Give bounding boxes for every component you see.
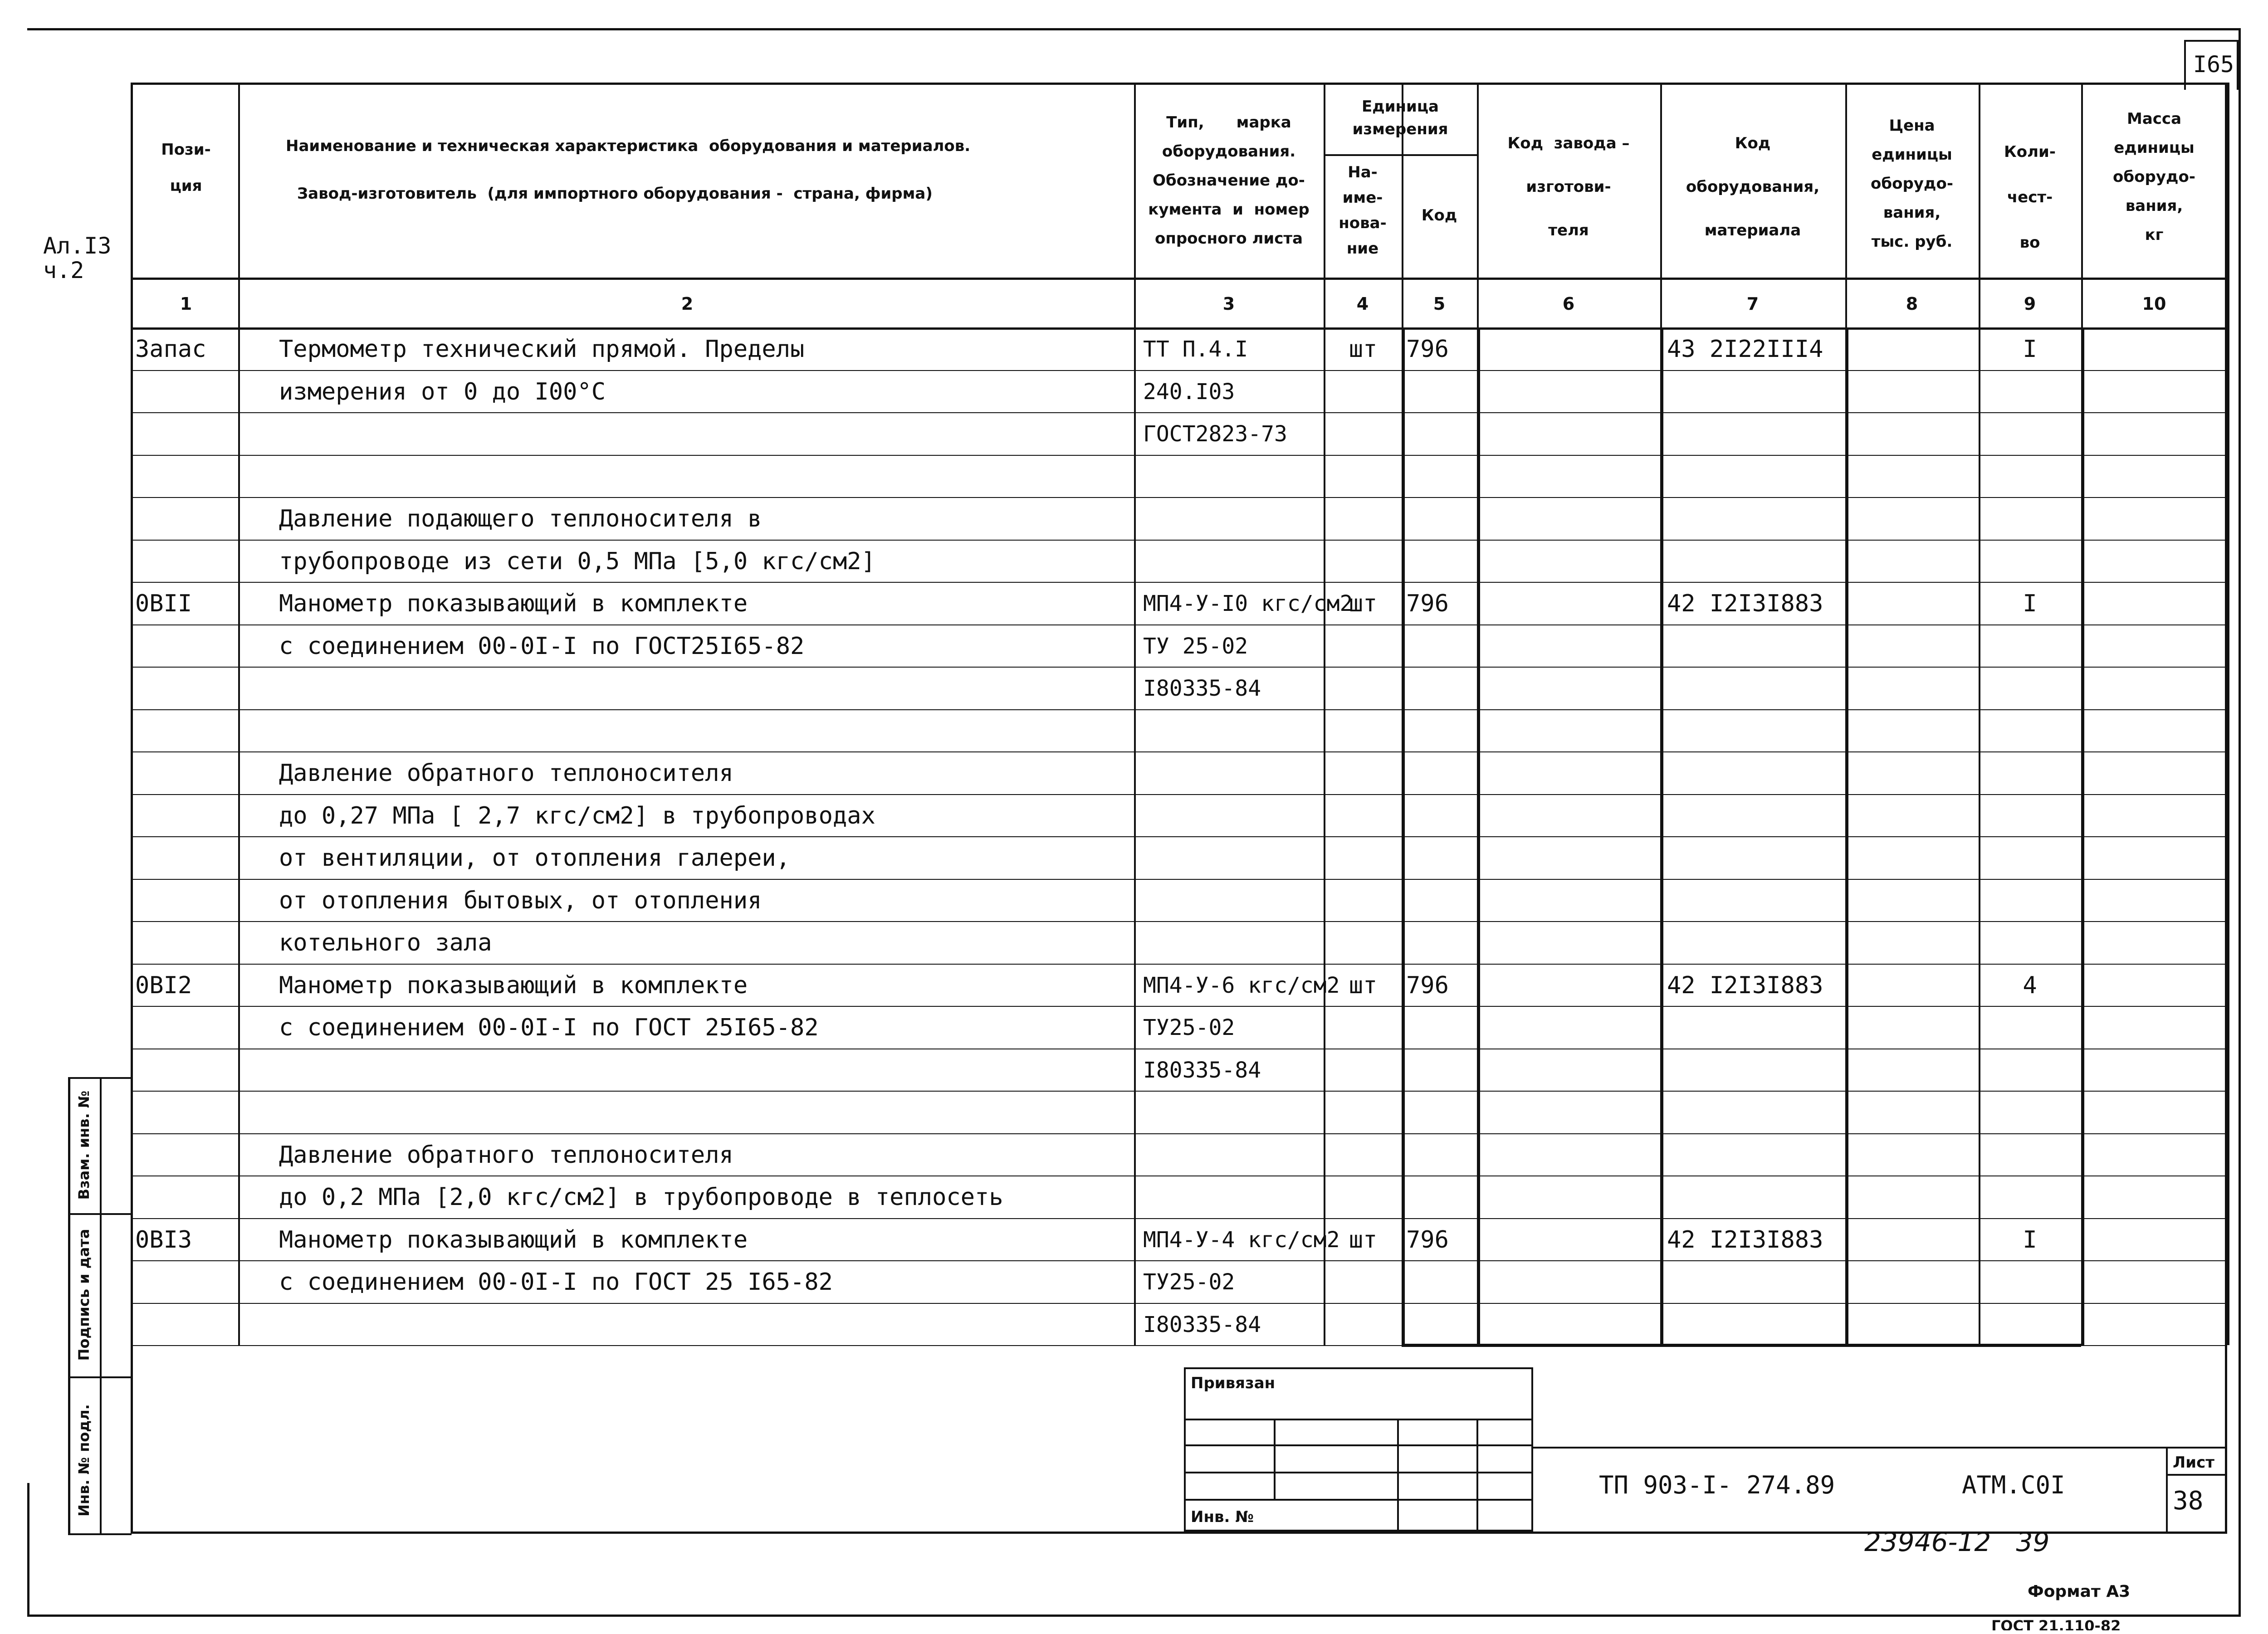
row-material-code: 42 I2I3I883 xyxy=(1667,590,1823,617)
row-unit-code: 796 xyxy=(1406,971,1449,999)
row-position: 0BI3 xyxy=(135,1226,192,1254)
colnum-3: 3 xyxy=(1222,294,1235,314)
row-divider xyxy=(131,412,2227,413)
row-quantity: 4 xyxy=(2023,971,2037,999)
stamp-label-signature-date: Подпись и дата xyxy=(75,1229,93,1361)
inv-no-label: Инв. № xyxy=(1191,1508,1254,1526)
row-name: до 0,2 МПа [2,0 кгс/см2] в трубопроводе в теплосеть xyxy=(279,1184,1003,1211)
header-quantity: Коли- чест- во xyxy=(2004,143,2056,252)
column-divider xyxy=(238,83,240,1345)
colnum-2: 2 xyxy=(681,294,694,314)
row-divider xyxy=(131,497,2227,498)
row-material-code: 43 2I22III4 xyxy=(1667,336,1823,363)
row-name: до 0,27 МПа [ 2,7 кгс/см2] в трубопроводах xyxy=(279,802,875,829)
row-type: 240.I03 xyxy=(1143,379,1235,405)
top-border-line xyxy=(27,28,2241,30)
row-unit-name: шт xyxy=(1349,336,1378,363)
row-divider xyxy=(131,794,2227,795)
colnum-7: 7 xyxy=(1746,294,1759,314)
stamp-label-vzam-inv: Взам. инв. № xyxy=(75,1090,93,1200)
row-name: Манометр показывающий в комплекте xyxy=(279,971,748,999)
column-divider xyxy=(1324,83,1325,1345)
row-type: ТТ П.4.I xyxy=(1143,337,1248,362)
row-divider xyxy=(131,1091,2227,1092)
left-border-line xyxy=(27,1483,29,1617)
colnum-10: 10 xyxy=(2142,294,2166,314)
colnum-5: 5 xyxy=(1433,294,1446,314)
row-type: ТУ25-02 xyxy=(1143,1269,1235,1295)
row-position: 0BII xyxy=(135,590,192,617)
row-divider xyxy=(131,1006,2227,1007)
row-divider xyxy=(131,751,2227,752)
row-type: МП4-У-4 кгс/см2 xyxy=(1143,1227,1340,1253)
row-unit-code: 796 xyxy=(1406,590,1449,617)
row-name: с соединением 00-0I-I по ГОСТ 25I65-82 xyxy=(279,1014,819,1041)
row-divider xyxy=(131,836,2227,837)
row-name: от вентиляции, от отопления галереи, xyxy=(279,844,791,872)
margin-label: Ал.I3 ч.2 xyxy=(43,233,112,283)
row-type: ГОСТ2823-73 xyxy=(1143,421,1287,447)
row-name: Манометр показывающий в комплекте xyxy=(279,1226,748,1254)
document-code: ТП 903-I- 274.89 xyxy=(1599,1471,1835,1499)
sheet-label: Лист xyxy=(2173,1454,2214,1472)
bold-divider xyxy=(1660,327,1663,1345)
row-name: Манометр показывающий в комплекте xyxy=(279,590,748,617)
header-name-line2: Завод-изготовитель (для импортного оборудования - страна, фирма) xyxy=(297,185,933,203)
column-divider xyxy=(2227,83,2229,1345)
row-name: трубопроводе из сети 0,5 МПа [5,0 кгс/см2] xyxy=(279,547,875,575)
column-number-bottom-line xyxy=(131,327,2227,330)
format-label: Формат А3 xyxy=(2028,1582,2131,1601)
header-price: Цена единицы оборудо- вания, тыс. руб. xyxy=(1871,117,1953,251)
row-type: I80335-84 xyxy=(1143,676,1261,701)
row-unit-code: 796 xyxy=(1406,1226,1449,1254)
colnum-6: 6 xyxy=(1562,294,1575,314)
header-equipment-code: Код оборудования, материала xyxy=(1686,134,1820,239)
row-divider xyxy=(131,1133,2227,1134)
row-unit-name: шт xyxy=(1349,1226,1378,1254)
header-position: Пози- ция xyxy=(161,141,211,195)
privyazan-label: Привязан xyxy=(1191,1374,1276,1392)
row-name: Давление обратного теплоносителя xyxy=(279,1141,733,1169)
row-divider xyxy=(131,370,2227,371)
sheet-number: 38 xyxy=(2173,1486,2204,1516)
title-block-top-line xyxy=(1533,1447,2227,1449)
row-divider xyxy=(131,582,2227,583)
gost-label: ГОСТ 21.110-82 xyxy=(1991,1617,2121,1630)
row-material-code: 42 I2I3I883 xyxy=(1667,971,1823,999)
header-unit-code: Код xyxy=(1421,206,1457,224)
row-quantity: I xyxy=(2023,1226,2037,1254)
row-type: I80335-84 xyxy=(1143,1057,1261,1083)
row-divider xyxy=(131,709,2227,710)
column-divider xyxy=(1134,83,1136,1345)
row-divider xyxy=(131,921,2227,922)
row-name: котельного зала xyxy=(279,929,492,956)
header-unit-name: На- име- нова- ние xyxy=(1339,163,1387,258)
header-mass: Масса единицы оборудо- вания, кг xyxy=(2113,110,2195,244)
side-stamp xyxy=(68,1077,132,1535)
colnum-9: 9 xyxy=(2024,294,2036,314)
bottom-border-line xyxy=(27,1614,2241,1617)
row-unit-name: шт xyxy=(1349,590,1378,617)
top-sheet-number: I65 xyxy=(2193,51,2234,78)
header-factory-code: Код завода – изготови- теля xyxy=(1507,134,1630,239)
bold-divider xyxy=(1477,327,1480,1345)
row-name: Давление обратного теплоносителя xyxy=(279,760,733,787)
header-bottom-line xyxy=(131,278,2227,280)
unit-header-divider xyxy=(1324,154,1477,156)
row-divider xyxy=(131,1260,2227,1261)
right-border-line xyxy=(2239,28,2241,1615)
row-name: Давление подающего теплоносителя в xyxy=(279,505,762,532)
row-name: от отопления бытовых, от отопления xyxy=(279,887,762,914)
row-type: ТУ 25-02 xyxy=(1143,633,1248,659)
row-unit-code: 796 xyxy=(1406,336,1449,363)
colnum-4: 4 xyxy=(1356,294,1369,314)
stamp-label-inv-podl: Инв. № подл. xyxy=(75,1404,93,1517)
row-divider xyxy=(131,667,2227,668)
row-divider xyxy=(131,964,2227,965)
row-divider xyxy=(131,455,2227,456)
row-name: с соединением 00-0I-I по ГОСТ 25 I65-82 xyxy=(279,1268,833,1296)
row-name: измерения от 0 до I00°С xyxy=(279,378,606,405)
header-type: Тип, марка оборудования. Обозначение до- кумента и номер опросного листа xyxy=(1148,113,1310,248)
row-divider xyxy=(131,624,2227,625)
column-divider xyxy=(131,83,133,1345)
colnum-8: 8 xyxy=(1906,294,1918,314)
colnum-1: 1 xyxy=(180,294,192,314)
row-quantity: I xyxy=(2023,590,2037,617)
bold-bottom-line xyxy=(1402,1344,2081,1347)
row-divider xyxy=(131,879,2227,880)
row-position: 0BI2 xyxy=(135,971,192,999)
handwritten-number: 23946-12 39 xyxy=(1864,1527,2050,1557)
bold-divider xyxy=(2081,327,2084,1345)
row-quantity: I xyxy=(2023,336,2037,363)
bold-divider xyxy=(1845,327,1848,1345)
header-name-line1: Наименование и техническая характеристика оборудования и материалов. xyxy=(286,137,971,155)
row-divider xyxy=(131,540,2227,541)
column-divider xyxy=(1979,83,1980,1345)
row-divider xyxy=(131,1303,2227,1304)
bold-divider xyxy=(1402,327,1405,1345)
row-type: ТУ25-02 xyxy=(1143,1015,1235,1040)
row-name: с соединением 00-0I-I по ГОСТ25I65-82 xyxy=(279,632,805,660)
row-material-code: 42 I2I3I883 xyxy=(1667,1226,1823,1254)
row-type: МП4-У-6 кгс/см2 xyxy=(1143,972,1340,998)
row-type: МП4-У-I0 кгс/см2 xyxy=(1143,591,1353,616)
row-unit-name: шт xyxy=(1349,971,1378,999)
row-type: I80335-84 xyxy=(1143,1312,1261,1337)
document-mark: АТМ.С0I xyxy=(1962,1471,2065,1499)
header-unit: Единица измерения xyxy=(1352,98,1448,138)
row-divider xyxy=(131,1218,2227,1219)
row-position: Запас xyxy=(135,336,206,363)
row-name: Термометр технический прямой. Пределы xyxy=(279,336,805,363)
